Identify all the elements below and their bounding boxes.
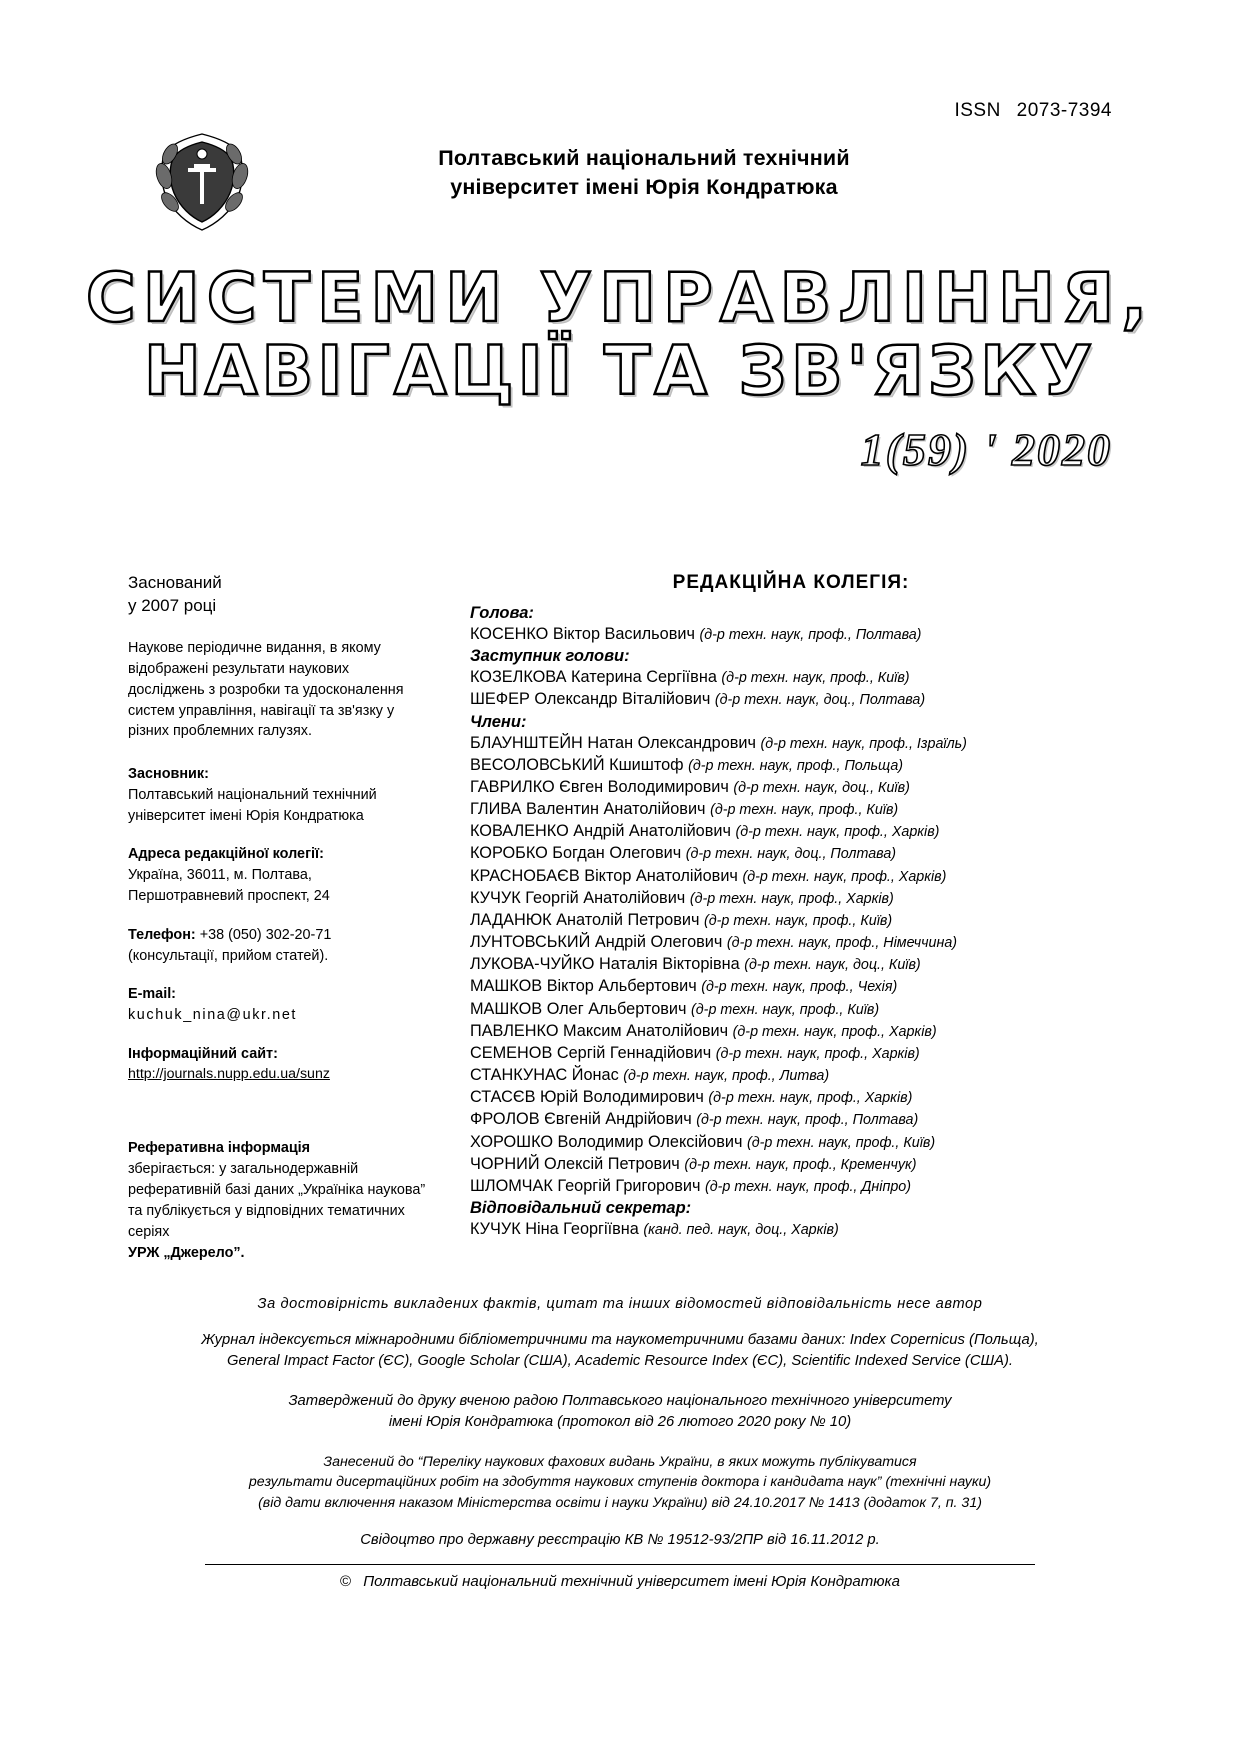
- phone-block: [128, 925, 428, 967]
- member-name: ШЕФЕР Олександр Віталійович: [470, 690, 711, 709]
- issn-label: ISSN: [954, 100, 1001, 121]
- journal-title-block: [0, 259, 1240, 476]
- list-item: [470, 976, 1112, 997]
- responsibility-note: За достовірність викладених фактів, цитат та інших відомостей відповідальність несе автор: [257, 1296, 983, 1312]
- list-item: [470, 954, 1112, 975]
- member-degree: (д-р техн. наук, доц., Полтава): [685, 846, 897, 863]
- about-text: Наукове періодичне видання, в якому відображені результати наукових досліджень з розробки та удосконалення систем управління, навігації та зв'язку у різних проблемних галузях.: [128, 639, 404, 740]
- member-degree: (канд. пед. наук, доц., Харків): [643, 1222, 839, 1239]
- member-name: КОЗЕЛКОВА Катерина Сергіївна: [470, 668, 717, 687]
- editorial-board-title: РЕДАКЦІЙНА КОЛЕГІЯ:: [672, 572, 910, 593]
- copyright-text: Полтавський національний технічний університет імені Юрія Кондратюка: [363, 1572, 900, 1590]
- journal-issue: 1(59) ' 2020: [860, 423, 1112, 475]
- list-item: [470, 866, 1112, 887]
- indexing-note: [128, 1330, 1112, 1373]
- member-degree: (д-р техн. наук, проф., Литва): [623, 1068, 830, 1085]
- university-name: [278, 130, 1010, 202]
- phone-label: Телефон:: [128, 926, 196, 943]
- email-value[interactable]: kuchuk_nina@ukr.net: [128, 1006, 298, 1023]
- address-line1: Україна, 36011, м. Полтава,: [128, 866, 312, 883]
- member-name: ЛАДАНЮК Анатолій Петрович: [470, 910, 700, 929]
- registration-certificate-note: Свідоцтво про державну реєстрацію КВ № 19512-93/2ПР від 16.11.2012 р.: [360, 1531, 880, 1548]
- member-name: ЧОРНИЙ Олексій Петрович: [470, 1154, 680, 1173]
- member-name: КУЧУК Ніна Георгіївна: [470, 1220, 639, 1239]
- member-degree: (д-р техн. наук, проф., Харків): [689, 890, 894, 907]
- approval-note: [128, 1391, 1112, 1434]
- list-item: [470, 821, 1112, 842]
- abstract-info-label: Реферативна інформація: [128, 1140, 311, 1157]
- member-degree: (д-р техн. наук, проф., Харків): [708, 1090, 913, 1107]
- member-name: ЛУНТОВСЬКИЙ Андрій Олегович: [470, 933, 723, 952]
- members-label: Члени:: [470, 712, 527, 731]
- member-name: БЛАУНШТЕЙН Натан Олександрович: [470, 733, 756, 752]
- abstract-info-series: УРЖ „Джерело”.: [128, 1244, 245, 1261]
- member-name: КРАСНОБАЄВ Віктор Анатолійович: [470, 866, 738, 885]
- member-degree: (д-р техн. наук, доц., Київ): [733, 779, 910, 796]
- member-name: ГЛИВА Валентин Анатолійович: [470, 800, 706, 819]
- list-item: [470, 1132, 1112, 1153]
- founder-value: Полтавський національний технічний університет імені Юрія Кондратюка: [128, 786, 377, 824]
- university-name-line2: університет імені Юрія Кондратюка: [450, 175, 838, 200]
- member-name: ВЕСОЛОВСЬКИЙ Кшиштоф: [470, 755, 684, 774]
- member-name: ГАВРИЛКО Євген Володимирович: [470, 777, 729, 796]
- member-name: ФРОЛОВ Євгеній Андрійович: [470, 1110, 692, 1129]
- member-degree: (д-р техн. наук, проф., Харків): [732, 1023, 937, 1040]
- list-item: [470, 1176, 1112, 1197]
- university-block: [150, 130, 1010, 234]
- footer-divider: [205, 1564, 1035, 1565]
- imprint-column: [128, 572, 428, 1264]
- member-name: ШЛОМЧАК Георгій Григорович: [470, 1176, 701, 1195]
- list-item: [470, 1154, 1112, 1175]
- chair-label: Голова:: [470, 604, 534, 622]
- list-item: [470, 799, 1112, 820]
- address-label: Адреса редакційної колегії:: [128, 846, 324, 863]
- website-link[interactable]: http://journals.nupp.edu.ua/sunz: [128, 1066, 330, 1083]
- approval-note-line2: імені Юрія Кондратюка (протокол від 26 лютого 2020 року № 10): [388, 1414, 852, 1431]
- email-label: E-mail:: [128, 986, 176, 1003]
- journal-title-line1: СИСТЕМИ УПРАВЛІННЯ,: [85, 259, 1155, 338]
- university-name-line1: Полтавський національний технічний: [438, 146, 850, 170]
- member-degree: (д-р техн. наук, проф., Харків): [742, 868, 947, 885]
- member-degree: (д-р техн. наук, проф., Київ): [703, 912, 893, 929]
- member-name: СТАНКУНАС Йонас: [470, 1066, 619, 1085]
- member-name: КОРОБКО Богдан Олегович: [470, 844, 682, 863]
- list-item: [470, 777, 1112, 798]
- list-item: [470, 1109, 1112, 1130]
- member-degree: (д-р техн. наук, проф., Харків): [715, 1045, 920, 1062]
- indexing-note-line2: General Impact Factor (ЄС), Google Scholar (США), Academic Resource Index (ЄС), Scientific Indexed Service (США).: [226, 1353, 1014, 1370]
- editorial-board-column: [428, 572, 1112, 1241]
- secretary-label: Відповідальний секретар:: [470, 1199, 692, 1218]
- member-name: МАШКОВ Віктор Альбертович: [470, 977, 697, 996]
- member-degree: (д-р техн. наук, доц., Київ): [744, 957, 921, 974]
- member-degree: (д-р техн. наук, проф., Дніпро): [705, 1178, 911, 1195]
- abstract-info-text: зберігається: у загальнодержавній реферативній базі даних „Україніка наукова” та публікується у відповідних тематичних серіях: [128, 1161, 426, 1240]
- member-degree: (д-р техн. наук, проф., Польща): [688, 757, 904, 774]
- abstract-info-block: [128, 1138, 428, 1263]
- phone-note: (консультації, прийом статей).: [128, 947, 329, 964]
- list-item: [470, 843, 1112, 864]
- copyright-line: [128, 1573, 1112, 1590]
- footer-notes: [128, 1296, 1112, 1590]
- deputy-label: Заступник голови:: [470, 647, 630, 666]
- university-coat-of-arms-icon: [150, 130, 254, 234]
- registry-note-line1: Занесений до “Переліку наукових фахових видань України, в яких можуть публікуватися: [323, 1453, 917, 1470]
- issn-number: 2073-7394: [1016, 100, 1112, 121]
- member-name: СТАСЄВ Юрій Володимирович: [470, 1088, 704, 1107]
- list-item: [470, 932, 1112, 953]
- phone-value: +38 (050) 302-20-71: [199, 926, 332, 943]
- list-item: [470, 1065, 1112, 1086]
- list-item: [470, 667, 1112, 688]
- member-name: ЛУКОВА-ЧУЙКО Наталія Вікторівна: [470, 955, 740, 974]
- founded-line2: у 2007 році: [128, 595, 217, 615]
- member-degree: (д-р техн. наук, проф., Полтава): [699, 627, 922, 643]
- address-block: [128, 844, 428, 906]
- member-name: КОСЕНКО Віктор Васильович: [470, 625, 695, 643]
- member-degree: (д-р техн. наук, проф., Кременчук): [684, 1156, 917, 1173]
- member-degree: (д-р техн. наук, проф., Німеччина): [726, 935, 958, 952]
- member-degree: (д-р техн. наук, проф., Ізраїль): [760, 735, 967, 752]
- approval-note-line1: Затверджений до друку вченою радою Полтавського національного технічного університету: [288, 1392, 952, 1409]
- member-name: КОВАЛЕНКО Андрій Анатолійович: [470, 822, 731, 841]
- founder-block: [128, 764, 428, 826]
- registry-note: [128, 1452, 1112, 1514]
- list-item: [470, 755, 1112, 776]
- member-degree: (д-р техн. наук, проф., Київ): [691, 1001, 880, 1018]
- registry-note-line2: результати дисертаційних робіт на здобуття наукових ступенів доктора і кандидата наук” (технічні науки): [248, 1474, 992, 1491]
- journal-title-line2: НАВІГАЦІЇ ТА ЗВ'ЯЗКУ: [143, 332, 1097, 412]
- member-name: СЕМЕНОВ Сергій Геннадійович: [470, 1043, 712, 1062]
- member-name: КУЧУК Георгій Анатолійович: [470, 888, 686, 907]
- member-name: ХОРОШКО Володимир Олексійович: [470, 1132, 743, 1151]
- website-label: Інформаційний сайт:: [128, 1045, 278, 1062]
- member-name: МАШКОВ Олег Альбертович: [470, 999, 687, 1018]
- member-degree: (д-р техн. наук, проф., Харків): [735, 824, 940, 841]
- list-item: [470, 624, 1112, 645]
- indexing-note-line1: Журнал індексується міжнародними бібліометричними та наукометричними базами даних: Index Copernicus (Польща),: [201, 1332, 1039, 1348]
- website-block: [128, 1044, 428, 1085]
- email-block: [128, 984, 428, 1025]
- list-item: [470, 1021, 1112, 1042]
- registry-note-line3: (від дати включення наказом Міністерства освіти і науки України) від 24.10.2017 № 1413 (додаток 7, п. 31): [258, 1495, 982, 1511]
- member-degree: (д-р техн. наук, проф., Київ): [710, 802, 899, 819]
- member-degree: (д-р техн. наук, проф., Київ): [721, 670, 910, 687]
- list-item: [470, 999, 1112, 1020]
- founded-line1: Заснований: [128, 573, 222, 592]
- member-degree: (д-р техн. наук, проф., Полтава): [696, 1112, 919, 1129]
- list-item: [470, 888, 1112, 909]
- founded-block: [128, 572, 428, 618]
- list-item: [470, 689, 1112, 710]
- list-item: [470, 910, 1112, 931]
- list-item: [470, 1087, 1112, 1108]
- list-item: [470, 1219, 1112, 1240]
- member-degree: (д-р техн. наук, проф., Чехія): [701, 979, 898, 996]
- member-degree: (д-р техн. наук, доц., Полтава): [714, 692, 926, 709]
- issn-line: [954, 100, 1112, 122]
- member-name: ПАВЛЕНКО Максим Анатолійович: [470, 1021, 729, 1040]
- founder-label: Засновник:: [128, 766, 209, 783]
- copyright-icon: ©: [340, 1572, 352, 1590]
- list-item: [470, 1043, 1112, 1064]
- address-line2: Першотравневий проспект, 24: [128, 887, 330, 904]
- content-columns: [128, 572, 1112, 1264]
- member-degree: (д-р техн. наук, проф., Київ): [746, 1134, 936, 1151]
- list-item: [470, 733, 1112, 754]
